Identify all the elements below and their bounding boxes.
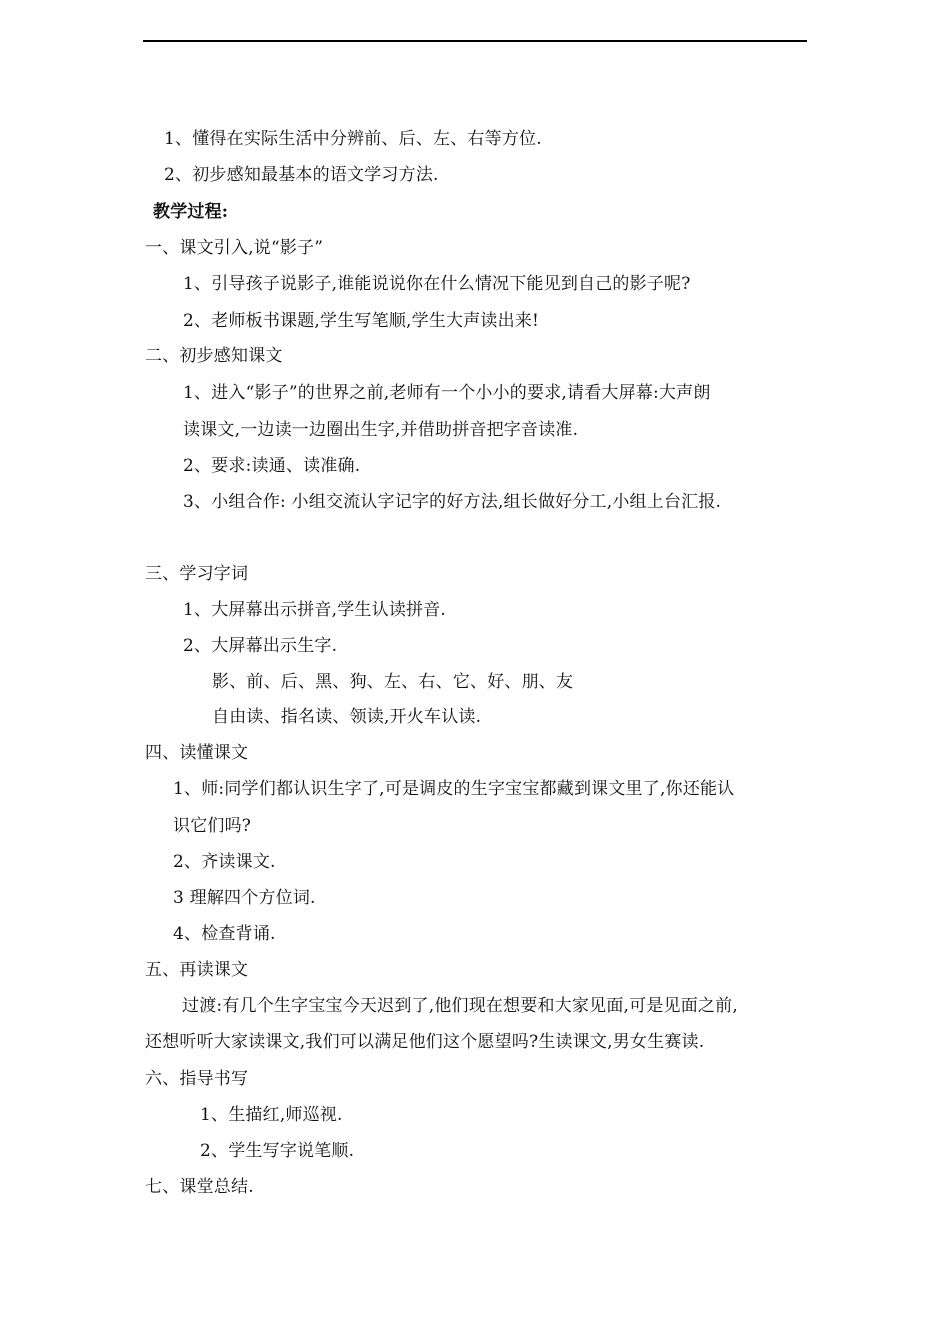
- list-item: 2、老师板书课题,学生写笔顺,学生大声读出来!: [183, 311, 540, 331]
- list-item: 1、大屏幕出示拼音,学生认读拼音.: [183, 600, 447, 620]
- list-item-continuation: 识它们吗?: [173, 816, 252, 836]
- objective-2: 2、初步感知最基本的语文学习方法.: [164, 165, 439, 185]
- list-item: 3 理解四个方位词.: [173, 888, 316, 908]
- section-heading-4: 四、读懂课文: [145, 743, 249, 763]
- list-item: 2、大屏幕出示生字.: [183, 636, 338, 656]
- section-heading-7: 七、课堂总结.: [145, 1177, 254, 1197]
- list-item: 4、检查背诵.: [173, 924, 276, 944]
- section-heading-2: 二、初步感知课文: [145, 346, 283, 366]
- list-item: 2、齐读课文.: [173, 852, 276, 872]
- list-item: 1、生描红,师巡视.: [200, 1105, 343, 1125]
- transition-paragraph-continuation: 还想听听大家读课文,我们可以满足他们这个愿望吗?生读课文,男女生赛读.: [145, 1032, 705, 1052]
- section-heading-5: 五、再读课文: [145, 960, 249, 980]
- transition-paragraph: 过渡:有几个生字宝宝今天迟到了,他们现在想要和大家见面,可是见面之前,: [182, 996, 738, 1016]
- section-heading-3: 三、学习字词: [145, 564, 249, 584]
- list-item: 1、引导孩子说影子,谁能说说你在什么情况下能见到自己的影子呢?: [183, 274, 691, 294]
- list-item-continuation: 读课文,一边读一边圈出生字,并借助拼音把字音读准.: [183, 420, 579, 440]
- section-heading-1: 一、课文引入,说“影子”: [145, 238, 324, 258]
- section-heading-6: 六、指导书写: [145, 1069, 249, 1089]
- list-item: 1、进入“影子”的世界之前,老师有一个小小的要求,请看大屏幕:大声朗: [183, 383, 711, 403]
- section-heading-teaching-process: 教学过程:: [153, 202, 229, 222]
- list-item: 3、小组合作: 小组交流认字记字的好方法,组长做好分工,小组上台汇报.: [183, 492, 722, 512]
- list-item: 2、学生写字说笔顺.: [200, 1141, 355, 1161]
- header-rule: [143, 40, 807, 42]
- new-characters: 影、前、后、黑、狗、左、右、它、好、朋、友: [212, 672, 574, 692]
- objective-1: 1、懂得在实际生活中分辨前、后、左、右等方位.: [164, 129, 542, 149]
- reading-methods: 自由读、指名读、领读,开火车认读.: [212, 707, 482, 727]
- list-item: 1、师:同学们都认识生字了,可是调皮的生字宝宝都藏到课文里了,你还能认: [173, 779, 735, 799]
- list-item: 2、要求:读通、读准确.: [183, 456, 361, 476]
